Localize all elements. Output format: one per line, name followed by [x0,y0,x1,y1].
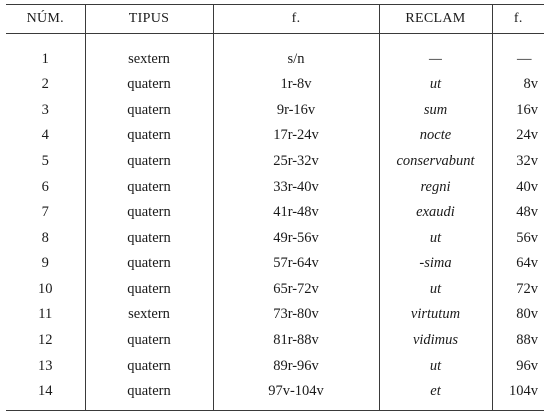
table-row [6,353,544,379]
header-foli: f. [492,5,544,34]
table-row [6,200,544,226]
cell-num: 1 [41,50,49,67]
cell-num: 14 [6,379,85,411]
cell-reclam: ut [379,353,492,379]
table-row [6,34,544,72]
cell-foli: 32v [492,148,544,174]
cell-reclam: ut [379,225,492,251]
cell-folis: 9r-16v [213,97,379,123]
cell-reclam: nocte [379,123,492,149]
cell-reclam: conservabunt [379,148,492,174]
cell-tipus: quatern [85,72,213,98]
cell-folis: 49r-56v [213,225,379,251]
cell-folis: 65r-72v [213,276,379,302]
cell-reclam: ut [379,72,492,98]
table-row [6,328,544,354]
cell-num: 3 [41,101,49,118]
cell-foli: 72v [492,276,544,302]
header-folis: f. [213,5,379,34]
cell-tipus: quatern [85,353,213,379]
table-row [6,123,544,149]
cell-num: 9 [41,255,49,272]
cell-tipus: quatern [85,148,213,174]
cell-reclam: ut [379,276,492,302]
cell-reclam: regni [379,174,492,200]
table-row [6,97,544,123]
cell-folis: 1r-8v [213,72,379,98]
table-row [6,174,544,200]
cell-num: 10 [38,280,53,297]
cell-num: 11 [38,306,53,323]
cell-num: 5 [41,152,49,169]
cell-foli: 80v [492,302,544,328]
header-reclam: RECLAM [379,5,492,34]
cell-tipus: quatern [85,379,213,411]
cell-foli: 48v [492,200,544,226]
cell-tipus: sextern [85,302,213,328]
cell-tipus: quatern [85,276,213,302]
cell-num: 4 [41,127,49,144]
cell-reclam: exaudi [379,200,492,226]
cell-tipus: quatern [85,251,213,277]
cell-tipus: quatern [85,97,213,123]
cell-folis: 25r-32v [213,148,379,174]
table-row [6,225,544,251]
cell-foli: — [492,34,544,72]
cell-foli: 8v [492,72,544,98]
cell-foli: 64v [492,251,544,277]
cell-foli: 96v [492,353,544,379]
cell-folis: 81r-88v [213,328,379,354]
cell-num: 7 [41,204,49,221]
cell-foli: 24v [492,123,544,149]
cell-tipus: quatern [85,174,213,200]
cell-tipus: quatern [85,225,213,251]
cell-foli: 40v [492,174,544,200]
cell-folis: 33r-40v [213,174,379,200]
cell-num: 2 [41,76,49,93]
cell-tipus: quatern [85,200,213,226]
cell-num: 8 [41,229,49,246]
cell-foli: 88v [492,328,544,354]
cell-folis: 17r-24v [213,123,379,149]
cell-tipus: quatern [85,328,213,354]
cell-tipus: quatern [85,123,213,149]
cell-reclam: -sima [379,251,492,277]
quire-table [6,4,544,411]
header-row [6,5,544,34]
table-body [6,34,544,411]
cell-num: 13 [38,357,53,374]
header-num: NÚM. [6,5,85,34]
table-row [6,148,544,174]
cell-num: 6 [41,178,49,195]
cell-foli: 16v [492,97,544,123]
cell-folis: 97v-104v [213,379,379,411]
cell-folis: 73r-80v [213,302,379,328]
cell-folis: 41r-48v [213,200,379,226]
table-row [6,72,544,98]
cell-reclam: virtutum [379,302,492,328]
cell-foli: 104v [492,379,544,411]
cell-tipus: sextern [85,34,213,72]
cell-foli: 56v [492,225,544,251]
cell-folis: s/n [213,34,379,72]
cell-folis: 89r-96v [213,353,379,379]
cell-num: 12 [38,332,53,349]
table-row [6,276,544,302]
cell-folis: 57r-64v [213,251,379,277]
table-row [6,302,544,328]
table-row [6,251,544,277]
cell-reclam: vidimus [379,328,492,354]
cell-reclam: sum [379,97,492,123]
cell-reclam: et [379,379,492,411]
header-tipus: TIPUS [85,5,213,34]
cell-reclam: — [379,34,492,72]
